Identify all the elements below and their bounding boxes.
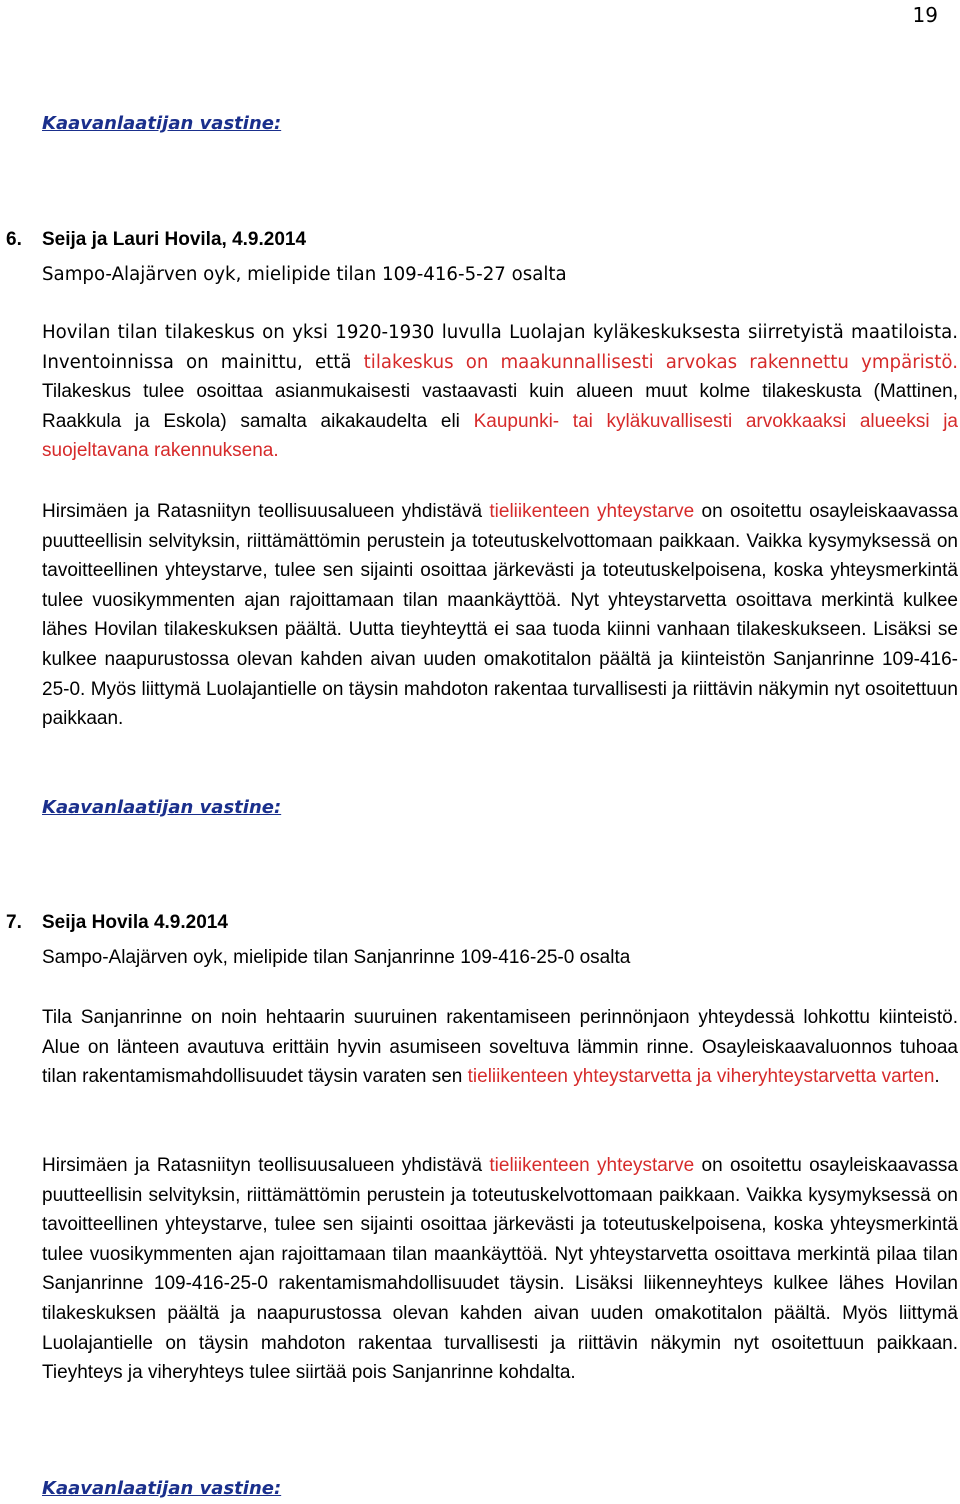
section-6-title: Seija ja Lauri Hovila, 4.9.2014 [42, 229, 307, 250]
section-7-subtitle: Sampo-Alajärven oyk, mielipide tilan Sanjanrinne 109-416-25-0 osalta [42, 947, 631, 968]
page-number: 19 [912, 3, 938, 27]
text-run: on osoitettu osayleiskaavassa puutteellisin selvityksin, riittämättömin perustein ja toteutuskelvottomaan paikkaan. Vaikka kysymyksessä on tavoitteellinen yhteystarve, tulee sen sijainti osoittaa järkevästi ja toteutuskelpoisena, koska yhteysmerkintä tulee vuosikymmenten ajan rajoittamaan tilan maankäyttöä. Nyt yhteystarvetta osoittava merkintä pilaa tilan Sanjanrinne 109-416-25-0 rakentamismahdollisuudet täysin. Lisäksi liikenneyhteys kulkee lähes Hovilan tilakeskuksen päältä ja naapurustossa olevan kahden aivan uuden omakotitalon päältä. Myös liittymä Luolajantielle on täysin mahdoton rakentaa turvallisesti ja riittävin näkymin nyt osoitettuun paikkaan. Tieyhteys ja viheryhteys tulee siirtää pois Sanjanrinne kohdalta. [42, 1155, 958, 1384]
vastine-label: Kaavanlaatijan vastine: [42, 113, 282, 134]
text-run: . [934, 1066, 940, 1088]
section-6-subtitle: Sampo-Alajärven oyk, mielipide tilan 109-416-5-27 osalta [42, 264, 567, 285]
section-7-paragraph-1 [42, 1003, 958, 1092]
section-6-paragraph-1 [42, 318, 958, 466]
section-7-number: 7. [6, 912, 22, 933]
section-7-heading [6, 910, 228, 936]
vastine-label: Kaavanlaatijan vastine: [42, 797, 282, 818]
text-run: Tila Sanjanrinne on noin hehtaarin suuruinen rakentamiseen perinnönjaon yhteydessä lohkottu kiinteistö. Alue on länteen avautuva erittäin hyvin asumiseen soveltuva lämmin rinne. Osayleiskaavaluonnos tuhoaa tilan rakentamismahdollisuudet täysin varaten sen [42, 1007, 958, 1088]
section-6-paragraph-2 [42, 497, 958, 734]
section-6-paragraph-2-block [42, 497, 958, 734]
section-7-subtitle-block [42, 944, 958, 972]
vastine-heading-3 [42, 1476, 958, 1502]
section-7-paragraph-2-block [42, 1151, 958, 1388]
text-run: on osoitettu osayleiskaavassa puutteellisin selvityksin, riittämättömin perustein ja toteutuskelvottomaan paikkaan. Vaikka kysymyksessä on tavoitteellinen yhteystarve, tulee sen sijainti osoittaa järkevästi ja toteutuskelpoisena, koska yhteysmerkintä tulee vuosikymmenten ajan rajoittamaan tilan maankäyttöä. Nyt yhteystarvetta osoittava merkintä kulkee lähes Hovilan tilakeskuksen päältä. Uutta tieyhteyttä ei saa tuoda kiinni vanhaan tilakeskukseen. Lisäksi se kulkee naapurustossa olevan kahden aivan uuden omakotitalon päältä ja kiinteistön Sanjanrinne 109-416-25-0. Myös liittymä Luolajantielle on täysin mahdoton rakentaa turvallisesti ja riittävin näkymin nyt osoitettuun paikkaan. [42, 501, 958, 730]
section-7-paragraph-1-block [42, 1003, 958, 1092]
section-7-paragraph-2 [42, 1151, 958, 1388]
highlight-text: Kaupunki- tai kyläkuvallisesti arvokkaaksi alueeksi ja suojeltavana rakennuksena. [42, 410, 958, 462]
vastine-label: Kaavanlaatijan vastine: [42, 1478, 282, 1499]
text-run: Hovilan tilan tilakeskus on yksi 1920-1930 luvulla Luolajan kyläkeskuksesta siirretyistä maatiloista. Inventoinnissa on mainittu, että [42, 322, 958, 373]
text-run: Hirsimäen ja Ratasniityn teollisuusalueen yhdistävä [42, 501, 490, 522]
section-7-title: Seija Hovila 4.9.2014 [42, 912, 228, 933]
highlight-text: tilakeskus on maakunnallisesti arvokas rakennettu ympäristö. [363, 351, 958, 373]
section-6-subtitle-block [42, 261, 958, 289]
section-6-paragraph-1-block [42, 318, 958, 466]
highlight-text: tieliikenteen yhteystarve [489, 1155, 695, 1176]
vastine-heading-2 [42, 795, 958, 821]
text-run: Hirsimäen ja Ratasniityn teollisuusalueen yhdistävä [42, 1155, 490, 1176]
highlight-text: tieliikenteen yhteystarvetta ja viheryhteystarvetta varten [467, 1066, 935, 1088]
vastine-heading-1 [42, 111, 958, 137]
text-run: Tilakeskus tulee osoittaa asianmukaisesti vastaavasti kuin alueen muut kolme tilakeskusta (Mattinen, Raakkula ja Eskola) samalta aikakaudelta eli [42, 381, 958, 432]
highlight-text: tieliikenteen yhteystarve [489, 501, 695, 522]
section-6-heading [6, 227, 306, 253]
section-6-number: 6. [6, 229, 22, 250]
